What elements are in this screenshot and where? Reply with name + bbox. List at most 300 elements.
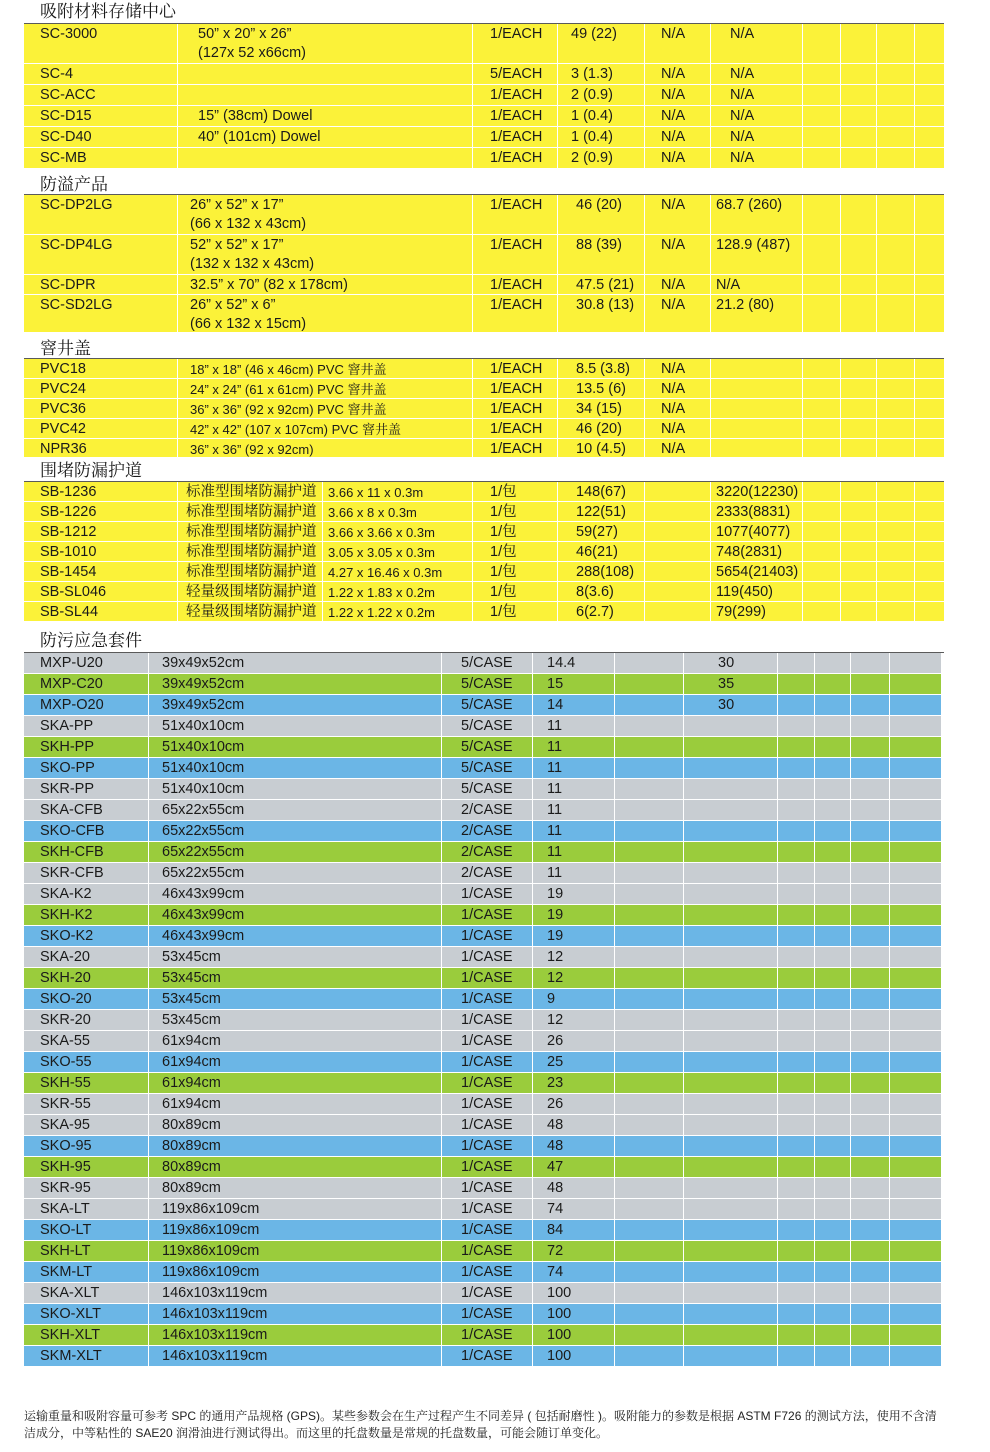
cell-divider — [840, 502, 841, 521]
cell-divider — [683, 1325, 684, 1345]
cell-divider — [614, 947, 615, 967]
pack-quantity: 1/EACH — [490, 197, 543, 213]
cell-divider — [914, 275, 915, 294]
cell-divider — [814, 695, 815, 715]
cell-divider — [441, 821, 442, 841]
cell-divider — [683, 695, 684, 715]
product-description: 36” x 36” (92 x 92cm) PVC 窨井盖 — [190, 402, 387, 417]
cell-divider — [814, 1283, 815, 1303]
cell-divider — [850, 1199, 851, 1219]
cell-divider — [557, 562, 558, 581]
cell-divider — [914, 439, 915, 457]
product-code: SC-SD2LG — [40, 297, 113, 313]
cell-divider — [644, 148, 645, 168]
cell-divider — [557, 24, 558, 63]
product-size: 80x89cm — [162, 1117, 221, 1133]
cell-divider — [614, 1346, 615, 1366]
cell-divider — [441, 1136, 442, 1156]
product-size: 46x43x99cm — [162, 886, 245, 902]
cell-divider — [614, 1178, 615, 1198]
cell-divider — [914, 359, 915, 378]
product-size-metric: (66 x 132 x 15cm) — [190, 316, 307, 332]
cell-divider — [876, 602, 877, 621]
cell-divider — [614, 1115, 615, 1135]
cell-divider — [441, 758, 442, 778]
cell-divider — [644, 127, 645, 147]
cell-divider — [532, 905, 533, 925]
cell-divider — [814, 1304, 815, 1324]
product-size: 61x94cm — [162, 1096, 221, 1112]
cell-divider — [148, 821, 149, 841]
cell-divider — [777, 1283, 778, 1303]
cell-divider — [840, 295, 841, 332]
spec-value: N/A — [661, 66, 686, 82]
cell-divider — [914, 379, 915, 398]
product-code: MXP-C20 — [40, 676, 103, 692]
ship-weight: 72 — [547, 1243, 564, 1259]
ship-weight: 8(3.6) — [576, 584, 614, 600]
cell-divider — [644, 482, 645, 501]
product-code: SC-ACC — [40, 87, 96, 103]
capacity: 1077(4077) — [716, 524, 791, 540]
cell-divider — [148, 1010, 149, 1030]
table-row — [24, 1073, 941, 1094]
spill-table — [24, 195, 944, 333]
ship-weight: 34 (15) — [576, 401, 622, 417]
cell-divider — [777, 1010, 778, 1030]
cell-divider — [850, 821, 851, 841]
cell-divider — [710, 419, 711, 438]
cell-divider — [889, 1283, 890, 1303]
product-code: SB-1010 — [40, 544, 97, 560]
ship-weight: 10 (4.5) — [576, 441, 626, 457]
cell-divider — [441, 1157, 442, 1177]
cell-divider — [876, 127, 877, 147]
cell-divider — [802, 295, 803, 332]
ship-weight: 2 (0.9) — [571, 150, 613, 166]
ship-weight: 84 — [547, 1222, 564, 1238]
table-row — [24, 968, 941, 989]
cell-divider — [177, 582, 178, 601]
cell-divider — [532, 1052, 533, 1072]
cell-divider — [777, 1346, 778, 1366]
product-code: SKH-CFB — [40, 844, 104, 860]
cell-divider — [840, 275, 841, 294]
pack-quantity: 1/包 — [490, 484, 517, 500]
cell-divider — [889, 1304, 890, 1324]
pack-quantity: 1/EACH — [490, 87, 543, 103]
cell-divider — [777, 695, 778, 715]
ship-weight: 14.4 — [547, 655, 576, 671]
cell-divider — [914, 235, 915, 274]
cell-divider — [614, 1094, 615, 1114]
table-row — [24, 1052, 941, 1073]
cell-divider — [644, 522, 645, 541]
ship-weight: 8.5 (3.8) — [576, 361, 630, 377]
cell-divider — [802, 64, 803, 84]
cell-divider — [850, 653, 851, 673]
table-row — [24, 148, 944, 169]
cell-divider — [840, 522, 841, 541]
product-code: MXP-U20 — [40, 655, 103, 671]
product-size-metric: (66 x 132 x 43cm) — [190, 216, 307, 232]
table-row — [24, 716, 941, 737]
ship-weight: 11 — [547, 865, 563, 881]
cell-divider — [777, 1304, 778, 1324]
cell-divider — [148, 1073, 149, 1093]
cell-divider — [777, 968, 778, 988]
cell-divider — [441, 800, 442, 820]
pack-quantity: 1/CASE — [461, 886, 513, 902]
cell-divider — [710, 582, 711, 601]
cell-divider — [850, 1010, 851, 1030]
capacity: 3220(12230) — [716, 484, 799, 500]
footnote: 运输重量和吸附容量可参考 SPC 的通用产品规格 (GPS)。某些参数会在生产过程产生不同差异 ( 包括耐磨性 )。吸附能力的参数是根据 ASTM F726 的测试方法，使用不含清洁成分，中等粘性的 SAE20 润滑油进行测试得出。而这里的托盘数量是常规的托盘数量，可能会随订单变化。 — [24, 1409, 937, 1440]
cell-divider — [889, 716, 890, 736]
ship-weight: 19 — [547, 886, 564, 902]
table-row — [24, 1304, 941, 1325]
pack-quantity: 5/EACH — [490, 66, 543, 82]
cell-divider — [889, 1178, 890, 1198]
spec-value: N/A — [661, 277, 686, 293]
cell-divider — [557, 275, 558, 294]
cell-divider — [441, 1094, 442, 1114]
cell-divider — [850, 1304, 851, 1324]
ship-weight: 47.5 (21) — [576, 277, 635, 293]
table-row — [24, 419, 944, 439]
cell-divider — [148, 905, 149, 925]
cell-divider — [148, 1178, 149, 1198]
cell-divider — [876, 502, 877, 521]
table-row — [24, 1325, 941, 1346]
cell-divider — [840, 359, 841, 378]
cell-divider — [802, 148, 803, 168]
cell-divider — [683, 821, 684, 841]
cell-divider — [889, 968, 890, 988]
table-row — [24, 235, 944, 275]
cell-divider — [614, 1031, 615, 1051]
table-row — [24, 106, 944, 127]
spec-value: N/A — [730, 87, 755, 103]
cell-divider — [322, 542, 323, 561]
table-row — [24, 737, 941, 758]
cell-divider — [148, 674, 149, 694]
cell-divider — [814, 1052, 815, 1072]
pack-quantity: 1/CASE — [461, 1285, 513, 1301]
pack-quantity: 1/EACH — [490, 401, 543, 417]
table-row — [24, 195, 944, 235]
cell-divider — [814, 1010, 815, 1030]
cell-divider — [148, 1220, 149, 1240]
cell-divider — [532, 1325, 533, 1345]
cell-divider — [850, 758, 851, 778]
cell-divider — [441, 779, 442, 799]
pack-quantity: 2/CASE — [461, 865, 513, 881]
cell-divider — [557, 399, 558, 418]
section-title-spill: 防溢产品 — [40, 175, 108, 194]
section-title-covers: 窨井盖 — [40, 339, 91, 358]
cell-divider — [876, 85, 877, 105]
cell-divider — [814, 1325, 815, 1345]
product-size: 146x103x119cm — [162, 1327, 268, 1343]
cell-divider — [876, 482, 877, 501]
spec-value: N/A — [661, 87, 686, 103]
pack-quantity: 1/EACH — [490, 277, 543, 293]
cell-divider — [472, 295, 473, 332]
cell-divider — [850, 1157, 851, 1177]
cell-divider — [914, 24, 915, 63]
cell-divider — [532, 1073, 533, 1093]
cell-divider — [777, 1262, 778, 1282]
cell-divider — [644, 106, 645, 126]
cell-divider — [683, 1304, 684, 1324]
cell-divider — [644, 502, 645, 521]
product-size: 119x86x109cm — [162, 1201, 260, 1217]
product-code: SB-SL046 — [40, 584, 107, 600]
cell-divider — [614, 695, 615, 715]
product-size: 65x22x55cm — [162, 844, 245, 860]
cell-divider — [777, 1220, 778, 1240]
cell-divider — [914, 562, 915, 581]
cell-divider — [876, 295, 877, 332]
cell-divider — [441, 1199, 442, 1219]
product-code: SKM-LT — [40, 1264, 93, 1280]
cell-divider — [557, 127, 558, 147]
cell-divider — [777, 884, 778, 904]
table-row — [24, 926, 941, 947]
cell-divider — [710, 482, 711, 501]
cell-divider — [557, 542, 558, 561]
product-code: SKR-CFB — [40, 865, 104, 881]
cell-divider — [148, 1346, 149, 1366]
ship-weight: 288(108) — [576, 564, 635, 580]
cell-divider — [441, 842, 442, 862]
cell-divider — [802, 399, 803, 418]
cell-divider — [322, 602, 323, 621]
ship-weight: 19 — [547, 907, 564, 923]
table-row — [24, 1094, 941, 1115]
cell-divider — [777, 674, 778, 694]
pack-quantity: 1/CASE — [461, 1033, 513, 1049]
cell-divider — [683, 1136, 684, 1156]
pack-quantity: 1/CASE — [461, 1180, 513, 1196]
cell-divider — [532, 1115, 533, 1135]
cell-divider — [683, 737, 684, 757]
cell-divider — [814, 1073, 815, 1093]
cell-divider — [876, 106, 877, 126]
cell-divider — [914, 482, 915, 501]
cell-divider — [777, 863, 778, 883]
spec-value: N/A — [661, 108, 686, 124]
ship-weight: 11 — [547, 739, 563, 755]
pack-quantity: 1/CASE — [461, 1222, 513, 1238]
table-row — [24, 1283, 941, 1304]
cell-divider — [814, 653, 815, 673]
cell-divider — [777, 779, 778, 799]
table-row — [24, 1346, 941, 1367]
cell-divider — [889, 1031, 890, 1051]
cell-divider — [472, 85, 473, 105]
cell-divider — [889, 1199, 890, 1219]
table-row — [24, 695, 941, 716]
product-size: 3.05 x 3.05 x 0.3m — [328, 545, 435, 560]
cell-divider — [177, 522, 178, 541]
product-code: SC-MB — [40, 150, 87, 166]
cell-divider — [644, 295, 645, 332]
cell-divider — [472, 64, 473, 84]
cell-divider — [777, 800, 778, 820]
ship-weight: 48 — [547, 1117, 564, 1133]
cell-divider — [777, 1325, 778, 1345]
cell-divider — [322, 562, 323, 581]
cell-divider — [850, 737, 851, 757]
cell-divider — [614, 821, 615, 841]
table-row — [24, 359, 944, 379]
spec-value: N/A — [661, 197, 686, 213]
cell-divider — [840, 85, 841, 105]
product-code: SC-3000 — [40, 26, 98, 42]
product-size: 32.5” x 70” (82 x 178cm) — [190, 277, 348, 293]
cell-divider — [683, 968, 684, 988]
cell-divider — [441, 1178, 442, 1198]
cell-divider — [876, 235, 877, 274]
product-code: SKH-PP — [40, 739, 94, 755]
cell-divider — [472, 127, 473, 147]
cell-divider — [850, 1262, 851, 1282]
cell-divider — [814, 1136, 815, 1156]
cell-divider — [557, 106, 558, 126]
cell-divider — [472, 602, 473, 621]
table-row — [24, 295, 944, 333]
cell-divider — [644, 562, 645, 581]
cell-divider — [472, 195, 473, 234]
cell-divider — [876, 399, 877, 418]
product-code: SKO-LT — [40, 1222, 92, 1238]
product-type: 标准型围堵防漏护道 — [186, 564, 317, 580]
cell-divider — [777, 1031, 778, 1051]
pack-quantity: 1/CASE — [461, 1348, 513, 1364]
cell-divider — [644, 379, 645, 398]
cell-divider — [472, 106, 473, 126]
berms-table — [24, 482, 944, 622]
cell-divider — [876, 359, 877, 378]
cell-divider — [914, 127, 915, 147]
cell-divider — [850, 1094, 851, 1114]
cell-divider — [614, 1136, 615, 1156]
cell-divider — [710, 275, 711, 294]
cell-divider — [557, 502, 558, 521]
pack-quantity: 1/CASE — [461, 1327, 513, 1343]
cell-divider — [850, 863, 851, 883]
cell-divider — [850, 842, 851, 862]
cell-divider — [802, 359, 803, 378]
table-row — [24, 758, 941, 779]
product-code: SB-1226 — [40, 504, 97, 520]
cell-divider — [532, 1220, 533, 1240]
cell-divider — [557, 602, 558, 621]
product-code: SKA-LT — [40, 1201, 90, 1217]
cell-divider — [814, 1262, 815, 1282]
cell-divider — [177, 148, 178, 168]
spec-value: N/A — [730, 26, 755, 42]
cell-divider — [802, 562, 803, 581]
table-row — [24, 1199, 941, 1220]
ship-weight: 47 — [547, 1159, 564, 1175]
cell-divider — [889, 926, 890, 946]
cell-divider — [472, 359, 473, 378]
cell-divider — [683, 1346, 684, 1366]
product-type: 轻量级围堵防漏护道 — [186, 604, 317, 620]
cell-divider — [814, 779, 815, 799]
pack-quantity: 1/EACH — [490, 108, 543, 124]
pack-quantity: 5/CASE — [461, 697, 513, 713]
product-size: 4.27 x 16.46 x 0.3m — [328, 565, 443, 580]
cell-divider — [814, 1346, 815, 1366]
cell-divider — [441, 926, 442, 946]
cell-divider — [876, 195, 877, 234]
product-size: 80x89cm — [162, 1159, 221, 1175]
cell-divider — [614, 842, 615, 862]
cell-divider — [850, 1325, 851, 1345]
cell-divider — [840, 64, 841, 84]
cell-divider — [840, 195, 841, 234]
pack-quantity: 1/CASE — [461, 970, 513, 986]
cell-divider — [644, 602, 645, 621]
cell-divider — [683, 1052, 684, 1072]
product-code: SKO-CFB — [40, 823, 105, 839]
product-code: SKO-K2 — [40, 928, 94, 944]
product-size: 80x89cm — [162, 1180, 221, 1196]
cell-divider — [441, 653, 442, 673]
pack-quantity: 1/包 — [490, 564, 517, 580]
spec-value: N/A — [730, 108, 755, 124]
ship-weight: 2 (0.9) — [571, 87, 613, 103]
cell-divider — [683, 1178, 684, 1198]
product-description: 42” x 42” (107 x 107cm) PVC 窨井盖 — [190, 422, 401, 437]
cell-divider — [889, 1010, 890, 1030]
cell-divider — [889, 884, 890, 904]
product-code: SB-1454 — [40, 564, 97, 580]
cell-divider — [557, 195, 558, 234]
cell-divider — [814, 1199, 815, 1219]
product-code: SKA-XLT — [40, 1285, 100, 1301]
cell-divider — [814, 863, 815, 883]
cell-divider — [148, 1283, 149, 1303]
cell-divider — [614, 758, 615, 778]
product-description: 24” x 24” (61 x 61cm) PVC 窨井盖 — [190, 382, 387, 397]
cell-divider — [850, 1220, 851, 1240]
cell-divider — [850, 1115, 851, 1135]
cell-divider — [683, 1010, 684, 1030]
product-code: SC-DP4LG — [40, 237, 113, 253]
cell-divider — [710, 295, 711, 332]
pack-quantity: 1/CASE — [461, 991, 513, 1007]
pack-quantity: 1/包 — [490, 544, 517, 560]
cell-divider — [148, 989, 149, 1009]
product-code: SKR-20 — [40, 1012, 91, 1028]
product-size: 52” x 52” x 17” — [190, 237, 284, 253]
cell-divider — [889, 905, 890, 925]
cell-divider — [914, 148, 915, 168]
capacity: 21.2 (80) — [716, 297, 775, 313]
cell-divider — [710, 359, 711, 378]
product-size: 15” (38cm) Dowel — [198, 108, 313, 124]
product-size: 1.22 x 1.22 x 0.2m — [328, 605, 435, 620]
table-row — [24, 275, 944, 295]
cell-divider — [148, 968, 149, 988]
cell-divider — [710, 502, 711, 521]
cell-divider — [850, 716, 851, 736]
